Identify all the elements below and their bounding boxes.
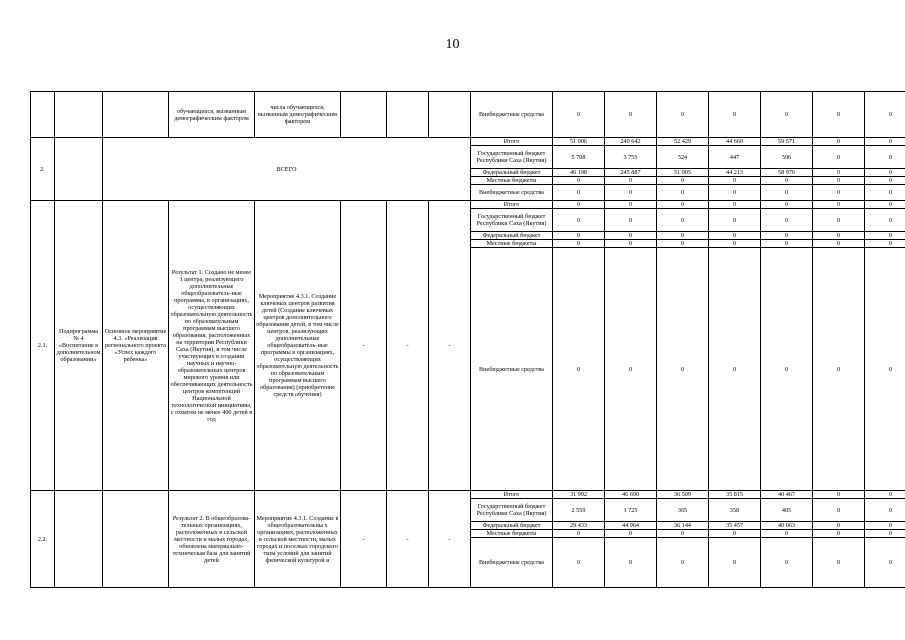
value-cell: 36 144 <box>657 522 709 530</box>
funding-source: Итого <box>471 491 553 499</box>
value-cell: 0 <box>813 201 865 209</box>
value-cell: 0 <box>553 209 605 232</box>
value-cell: 52 429 <box>657 138 709 146</box>
value-cell: 0 <box>605 232 657 240</box>
value-cell: 0 <box>657 232 709 240</box>
funding-source: Федеральный бюджет <box>471 522 553 530</box>
value-cell: 0 <box>709 530 761 538</box>
value-cell: 524 <box>657 146 709 169</box>
funding-source: Внебюджетные средства <box>471 92 553 138</box>
funding-source: Местные бюджеты <box>471 530 553 538</box>
value-cell: 0 <box>605 209 657 232</box>
page-number: 10 <box>445 37 460 52</box>
value-cell: 0 <box>709 185 761 201</box>
value-cell: 0 <box>657 185 709 201</box>
dash-cell: - <box>387 201 429 491</box>
value-cell: 0 <box>553 240 605 248</box>
value-cell: 0 <box>709 248 761 491</box>
value-cell: 51 906 <box>553 138 605 146</box>
value-cell: 0 <box>813 146 865 169</box>
value-cell: 51 905 <box>657 169 709 177</box>
value-cell: 0 <box>865 201 905 209</box>
value-cell: 596 <box>761 146 813 169</box>
value-cell: 0 <box>865 138 905 146</box>
total-label: ВСЕГО <box>103 138 471 201</box>
value-cell: 0 <box>605 177 657 185</box>
value-cell: 0 <box>865 209 905 232</box>
measure-text: Мероприятие 4.3.1. Создание в общеобразовательны х организациях, расположенных в сельской местности, малых городах и поселках городского типа условий для занятий физической культурой и <box>255 491 341 588</box>
value-cell: 0 <box>761 530 813 538</box>
value-cell: 358 <box>709 499 761 522</box>
section-2-block <box>31 138 905 201</box>
dash-cell: - <box>429 201 471 491</box>
value-cell: 0 <box>865 232 905 240</box>
value-cell: 0 <box>865 522 905 530</box>
table-row <box>31 491 905 499</box>
value-cell: 44 660 <box>709 138 761 146</box>
funding-source: Государственный бюджет Республики Саха (Якутия) <box>471 499 553 522</box>
value-cell: 0 <box>605 530 657 538</box>
value-cell: 0 <box>553 232 605 240</box>
value-cell: 58 976 <box>761 169 813 177</box>
value-cell: 5 708 <box>553 146 605 169</box>
funding-source: Государственный бюджет Республики Саха (Якутия) <box>471 146 553 169</box>
row-number: 2. <box>31 138 55 201</box>
value-cell: 0 <box>865 491 905 499</box>
value-cell: 249 642 <box>605 138 657 146</box>
table-row <box>31 138 905 146</box>
value-cell: 0 <box>865 177 905 185</box>
value-cell: 0 <box>605 185 657 201</box>
value-cell: 0 <box>813 92 865 138</box>
value-cell: 0 <box>657 209 709 232</box>
row-number: 2.2. <box>31 491 55 588</box>
value-cell: 0 <box>865 169 905 177</box>
result-text: обучающихся, вызванным демографическим фактором <box>169 92 255 138</box>
main-event-text: Основное мероприятие 4.3. «Реализация регионального проекта «Успех каждого ребенка» <box>103 201 169 491</box>
value-cell: 365 <box>657 499 709 522</box>
value-cell: 0 <box>709 240 761 248</box>
section-2-2-block <box>31 491 905 588</box>
value-cell: 0 <box>553 248 605 491</box>
value-cell: 0 <box>709 232 761 240</box>
value-cell: 0 <box>813 538 865 588</box>
value-cell: 0 <box>657 240 709 248</box>
value-cell: 0 <box>605 92 657 138</box>
value-cell: 0 <box>813 499 865 522</box>
value-cell: 44 964 <box>605 522 657 530</box>
value-cell: 0 <box>553 177 605 185</box>
value-cell: 0 <box>605 538 657 588</box>
value-cell: 0 <box>709 201 761 209</box>
value-cell: 0 <box>657 177 709 185</box>
value-cell: 0 <box>709 177 761 185</box>
value-cell: 0 <box>657 92 709 138</box>
value-cell: 46 198 <box>553 169 605 177</box>
value-cell: 36 509 <box>657 491 709 499</box>
value-cell: 447 <box>709 146 761 169</box>
value-cell: 0 <box>553 92 605 138</box>
value-cell: 0 <box>813 530 865 538</box>
value-cell: 0 <box>813 138 865 146</box>
funding-source: Итого <box>471 138 553 146</box>
value-cell: 0 <box>761 538 813 588</box>
value-cell: 0 <box>605 201 657 209</box>
value-cell: 0 <box>709 209 761 232</box>
value-cell: 0 <box>553 538 605 588</box>
value-cell: 0 <box>865 538 905 588</box>
value-cell: 0 <box>865 185 905 201</box>
dash-cell: - <box>387 491 429 588</box>
value-cell: 0 <box>813 491 865 499</box>
value-cell: 35 815 <box>709 491 761 499</box>
value-cell: 0 <box>657 538 709 588</box>
value-cell: 0 <box>605 248 657 491</box>
value-cell: 0 <box>813 209 865 232</box>
value-cell: 3 755 <box>605 146 657 169</box>
funding-source: Государственный бюджет Республики Саха (Якутия) <box>471 209 553 232</box>
value-cell: 0 <box>761 240 813 248</box>
funding-source: Внебюджетные средства <box>471 185 553 201</box>
value-cell: 0 <box>865 530 905 538</box>
value-cell: 0 <box>553 185 605 201</box>
value-cell: 0 <box>761 209 813 232</box>
value-cell: 0 <box>553 530 605 538</box>
value-cell: 29 433 <box>553 522 605 530</box>
value-cell: 0 <box>813 185 865 201</box>
measure-text: числа обучающихся, вызванным демографическим фактором <box>255 92 341 138</box>
value-cell: 0 <box>761 248 813 491</box>
value-cell: 0 <box>865 499 905 522</box>
value-cell: 44 213 <box>709 169 761 177</box>
value-cell: 245 887 <box>605 169 657 177</box>
value-cell: 0 <box>813 169 865 177</box>
value-cell: 0 <box>553 201 605 209</box>
funding-source: Федеральный бюджет <box>471 232 553 240</box>
continuation-block <box>31 92 905 138</box>
value-cell: 0 <box>761 185 813 201</box>
value-cell: 0 <box>865 146 905 169</box>
value-cell: 0 <box>813 522 865 530</box>
table-row <box>31 92 905 138</box>
value-cell: 0 <box>813 177 865 185</box>
section-2-1-block <box>31 201 905 491</box>
value-cell: 0 <box>605 240 657 248</box>
result-text: Результат 2. В общеобразова-тельных организациях, расположенных в сельской местности и малых городах, обновлена материально-техническая база для занятий детей <box>169 491 255 588</box>
value-cell: 59 571 <box>761 138 813 146</box>
value-cell: 0 <box>865 240 905 248</box>
dash-cell: - <box>341 491 387 588</box>
table-row <box>31 201 905 209</box>
funding-source: Внебюджетные средства <box>471 538 553 588</box>
value-cell: 40 063 <box>761 522 813 530</box>
row-number: 2.1. <box>31 201 55 491</box>
value-cell: 0 <box>761 177 813 185</box>
value-cell: 35 457 <box>709 522 761 530</box>
value-cell: 0 <box>761 232 813 240</box>
value-cell: 2 559 <box>553 499 605 522</box>
value-cell: 46 690 <box>605 491 657 499</box>
dash-cell: - <box>341 201 387 491</box>
value-cell: 0 <box>865 92 905 138</box>
value-cell: 0 <box>709 538 761 588</box>
value-cell: 0 <box>761 201 813 209</box>
dash-cell: - <box>429 491 471 588</box>
measure-text: Мероприятие 4.3.1. Создание ключевых центров развития детей (Создание ключевых центров дополнительного образования детей, в том числе центров, реализующих дополнительные общеобразователь-ные программы в организациях, осуществляющих образовательную деятельность по образовательным программам высшего образования) (приобретение средств обучения) <box>255 201 341 491</box>
value-cell: 0 <box>813 248 865 491</box>
result-text: Результат 1. Создано не менее 1 центра, реализующего дополнительные общеобразователь-ные программы, в организациях, осуществляющих образовательную деятельность по образовательным программам высшего образования, расположенных на территории Республики Саха (Якутия), в том числе участвующих в создании научных и научно-образовательных центров мирового уровня или обеспечивающих деятельность центров компетенций Национальной технологической инициативы, с охватом не менее 400 детей в год <box>169 201 255 491</box>
value-cell: 31 992 <box>553 491 605 499</box>
value-cell: 0 <box>657 201 709 209</box>
program-funding-table <box>30 91 905 588</box>
value-cell: 0 <box>657 248 709 491</box>
value-cell: 0 <box>865 248 905 491</box>
value-cell: 0 <box>709 92 761 138</box>
funding-source: Внебюджетные средства <box>471 248 553 491</box>
value-cell: 0 <box>813 240 865 248</box>
funding-source: Местные бюджеты <box>471 177 553 185</box>
funding-source: Местные бюджеты <box>471 240 553 248</box>
subprogram-text: Подпрограмма № 4 «Воспитание в дополнительном образовании» <box>55 201 103 491</box>
value-cell: 1 725 <box>605 499 657 522</box>
value-cell: 0 <box>813 232 865 240</box>
funding-source: Итого <box>471 201 553 209</box>
value-cell: 405 <box>761 499 813 522</box>
funding-source: Федеральный бюджет <box>471 169 553 177</box>
value-cell: 40 467 <box>761 491 813 499</box>
value-cell: 0 <box>657 530 709 538</box>
value-cell: 0 <box>761 92 813 138</box>
